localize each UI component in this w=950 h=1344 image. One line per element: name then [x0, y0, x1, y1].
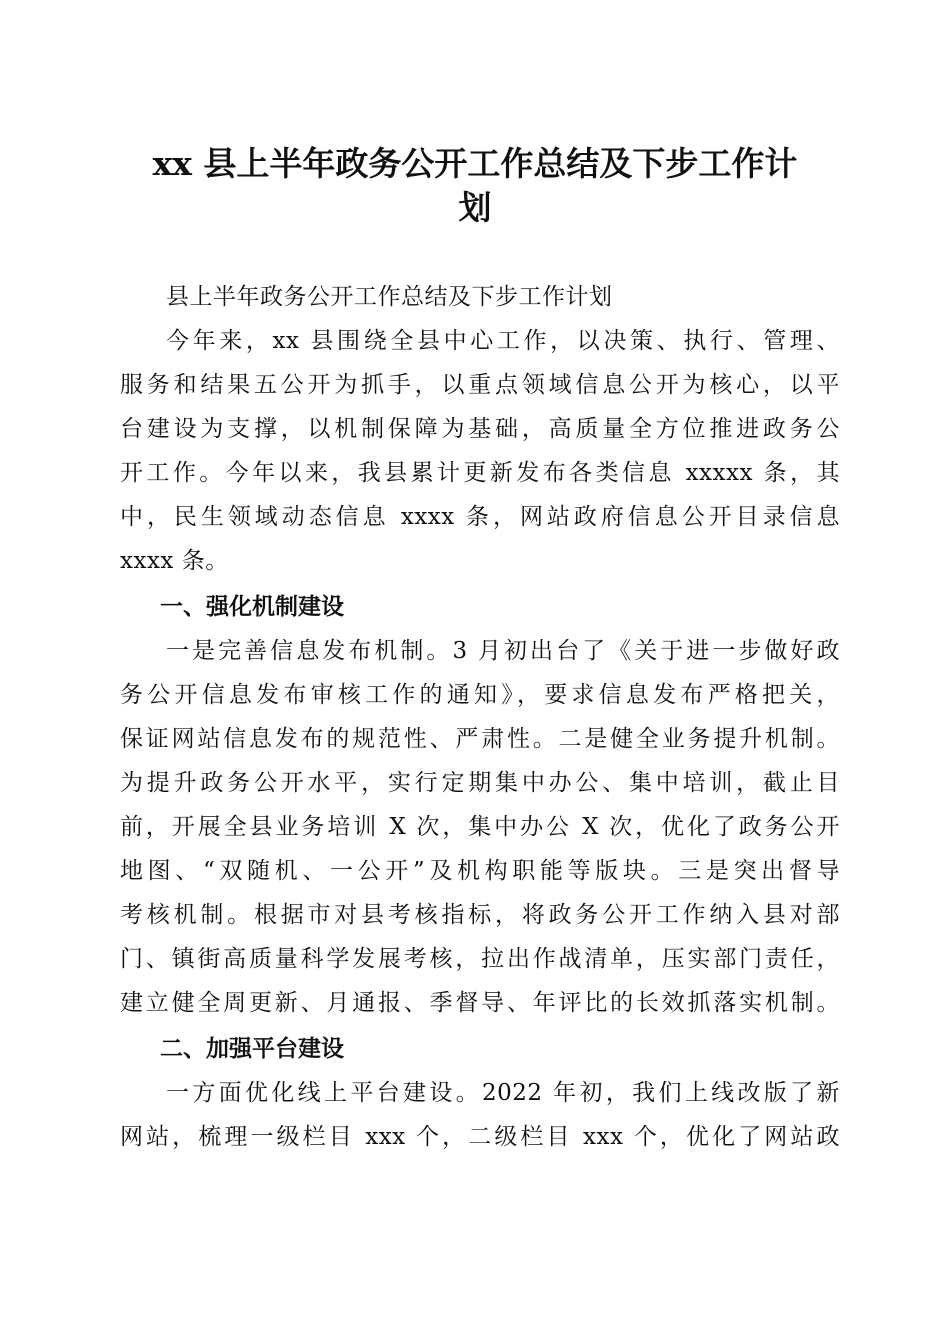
document-title-line1: xx 县上半年政务公开工作总结及下步工作计: [152, 144, 798, 183]
section1-line: 门、镇街高质量科学发展考核，拉出作战清单，压实部门责任，: [120, 946, 840, 972]
document-title-line2: 划: [458, 188, 492, 227]
section1-line: 考核机制。根据市对县考核指标，将政务公开工作纳入县对部: [120, 902, 840, 928]
section1-line: 一是完善信息发布机制。3 月初出台了《关于进一步做好政: [166, 638, 840, 664]
document-subtitle: 县上半年政务公开工作总结及下步工作计划: [166, 284, 613, 310]
section2-line: 网站，梳理一级栏目 xxx 个，二级栏目 xxx 个，优化了网站政: [120, 1124, 840, 1150]
section-heading-1: 一、强化机制建设: [160, 594, 344, 620]
intro-line: xxxx 条。: [120, 548, 229, 574]
section2-line: 一方面优化线上平台建设。2022 年初，我们上线改版了新: [166, 1080, 840, 1106]
section1-line: 为提升政务公开水平，实行定期集中办公、集中培训，截止目: [120, 770, 840, 796]
intro-line: 今年来，xx 县围绕全县中心工作，以决策、执行、管理、: [166, 328, 840, 354]
section1-line: 保证网站信息发布的规范性、严肃性。二是健全业务提升机制。: [120, 726, 840, 752]
section-heading-2: 二、加强平台建设: [160, 1036, 344, 1062]
section1-line: 前，开展全县业务培训 X 次，集中办公 X 次，优化了政务公开: [120, 814, 840, 840]
section1-line: 地图、“双随机、一公开”及机构职能等版块。三是突出督导: [120, 858, 840, 884]
intro-line: 中，民生领域动态信息 xxxx 条，网站政府信息公开目录信息: [120, 504, 840, 530]
section1-line: 务公开信息发布审核工作的通知》，要求信息发布严格把关，: [120, 682, 840, 708]
intro-line: 开工作。今年以来，我县累计更新发布各类信息 xxxxx 条，其: [120, 460, 840, 486]
intro-line: 服务和结果五公开为抓手，以重点领域信息公开为核心，以平: [120, 372, 840, 398]
section1-line: 建立健全周更新、月通报、季督导、年评比的长效抓落实机制。: [120, 990, 840, 1016]
intro-line: 台建设为支撑，以机制保障为基础，高质量全方位推进政务公: [120, 416, 840, 442]
